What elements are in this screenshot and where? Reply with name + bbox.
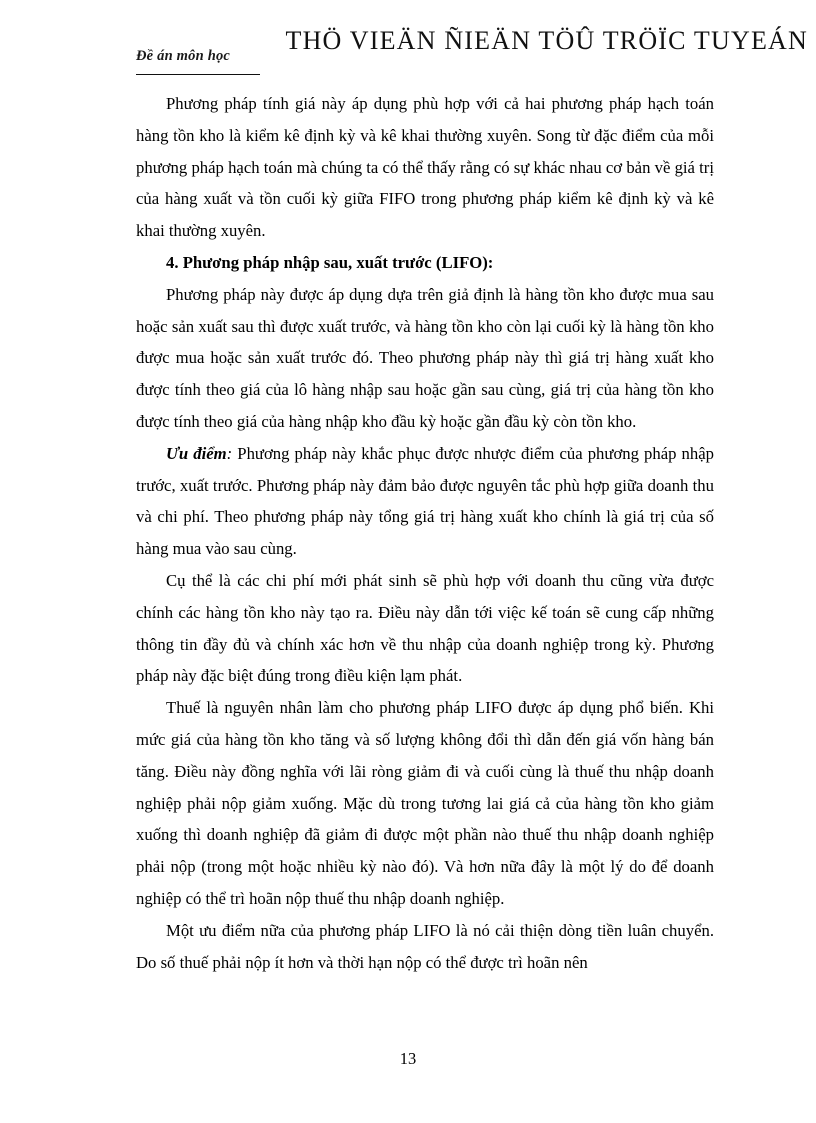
section-heading: 4. Phương pháp nhập sau, xuất trước (LIFO): [166, 252, 494, 272]
paragraph-lead-label: Ưu điểm [166, 443, 227, 463]
paragraph: Cụ thể là các chi phí mới phát sinh sẽ phù hợp với doanh thu cũng vừa được chính các hàng tồn kho này tạo ra. Điều này dẫn tới việc kế toán sẽ cung cấp những thông tin đầy đủ và chính xác hơn về thu nhập của doanh nghiệp trong kỳ. Phương pháp này đặc biệt đúng trong điều kiện lạm phát. [136, 570, 714, 686]
page-number: 13 [399, 1049, 417, 1068]
paragraph-advantages [136, 438, 714, 565]
document-body [136, 88, 714, 978]
paragraph-text: Phương pháp này khắc phục được nhược điểm của phương pháp nhập trước, xuất trước. Phương pháp này đảm bảo được nguyên tắc phù hợp giữa doanh thu và chi phí. Theo phương pháp này tổng giá trị hàng xuất kho chính là giá trị của số hàng mua vào sau cùng. [136, 443, 714, 559]
paragraph: Thuế là nguyên nhân làm cho phương pháp LIFO được áp dụng phổ biến. Khi mức giá của hàng tồn kho tăng và số lượng không đổi thì dẫn đến giá vốn hàng bán tăng. Điều này đồng nghĩa với lãi ròng giảm đi và cuối cùng là thuế thu nhập doanh nghiệp phải nộp giảm xuống. Mặc dù trong tương lai giá cả của hàng tồn kho giảm xuống thì doanh nghiệp đã giảm đi được một phần nào thuế thu nhập doanh nghiệp phải nộp (trong một hoặc nhiều kỳ nào đó). Và hơn nữa đây là một lý do để doanh nghiệp có thể trì hoãn nộp thuế thu nhập doanh nghiệp. [136, 698, 714, 908]
paragraph: Phương pháp tính giá này áp dụng phù hợp với cả hai phương pháp hạch toán hàng tồn kho là kiểm kê định kỳ và kê khai thường xuyên. Song từ đặc điểm của mỗi phương pháp hạch toán mà chúng ta có thể thấy rằng có sự khác nhau cơ bản về giá trị của hàng xuất và tồn cuối kỳ giữa FIFO trong phương pháp kiểm kê định kỳ và kê khai thường xuyên. [136, 94, 714, 241]
header-watermark-label: THÖ VIEÄN ÑIEÄN TÖÛ TRÖÏC TUYEÁN [285, 26, 808, 55]
paragraph-lead-suffix: : [226, 443, 233, 463]
paragraph: Một ưu điểm nữa của phương pháp LIFO là nó cải thiện dòng tiền luân chuyển. Do số thuế phải nộp ít hơn và thời hạn nộp có thể được trì hoãn nên [136, 920, 714, 972]
page-header [0, 26, 816, 74]
header-left-label: Đề án môn học [136, 48, 231, 64]
header-underline [136, 74, 260, 75]
paragraph: Phương pháp này được áp dụng dựa trên giả định là hàng tồn kho được mua sau hoặc sản xuất sau thì được xuất trước, và hàng tồn kho còn lại cuối kỳ là hàng tồn kho được mua hoặc sản xuất trước đó. Theo phương pháp này thì giá trị hàng xuất kho được tính theo giá của lô hàng nhập sau hoặc gần sau cùng, giá trị của hàng tồn kho được tính theo giá của hàng nhập kho đầu kỳ hoặc gần đầu kỳ còn tồn kho. [136, 284, 714, 431]
